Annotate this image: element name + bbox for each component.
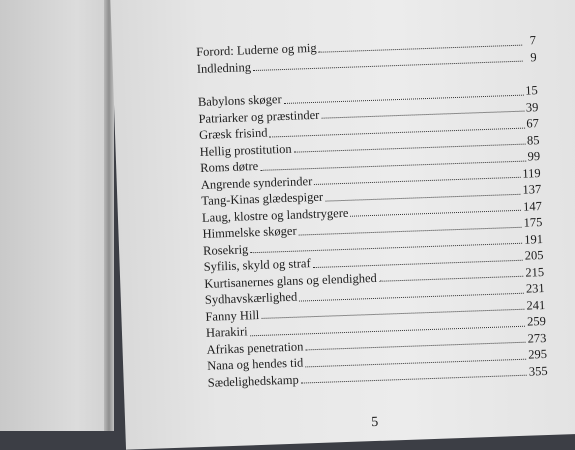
toc-entry-title: Fanny Hill	[205, 307, 260, 324]
toc-entry-title: Kurtisanernes glans og elendighed	[204, 270, 377, 291]
toc-entry-page: 137	[522, 182, 542, 197]
toc-entry-title: Indledning	[196, 59, 252, 76]
toc-entry-page: 147	[522, 198, 543, 214]
dot-leader	[253, 60, 523, 71]
toc-entry-page: 355	[528, 363, 548, 379]
toc-entry-page: 215	[525, 264, 545, 280]
toc-entry-title: Syfilis, skyld og straf	[203, 256, 311, 274]
toc-entry-title: Babylons skøger	[197, 92, 282, 109]
toc-entry-page: 175	[523, 215, 543, 230]
toc-entry-page: 295	[527, 346, 548, 362]
toc-entry-page: 259	[526, 313, 547, 329]
toc-entry-page: 39	[525, 99, 539, 115]
toc-entry-page: 67	[526, 116, 540, 131]
toc-entry-title: Laug, klostre og landstrygere	[201, 205, 349, 225]
toc-entry-title: Himmelske skøger	[202, 223, 297, 241]
toc-entry-page: 191	[523, 231, 544, 247]
toc-entry-title: Afrikas penetration	[206, 338, 304, 357]
toc-entry-title: Sydhavskærlighed	[204, 289, 298, 307]
toc-entry-page: 241	[526, 297, 546, 313]
toc-entry-page: 7	[529, 33, 537, 48]
toc-entry-page: 273	[527, 330, 547, 346]
toc-entry-title: Tang-Kinas glædespiger	[201, 189, 324, 208]
book-page	[110, 0, 575, 450]
toc-entry-title: Angrende synderinder	[200, 173, 313, 192]
page-number: 5	[370, 414, 379, 431]
table-of-contents	[196, 32, 548, 391]
toc-entry-title: Sædelighedskamp	[207, 372, 299, 390]
toc-entry-page: 231	[525, 281, 545, 296]
toc-entry-title: Rosekrig	[202, 241, 249, 258]
toc-entry-page: 15	[525, 83, 538, 98]
toc-entry-title: Hellig prostitution	[199, 141, 292, 159]
toc-entry-page: 85	[526, 132, 540, 148]
toc-entry-title: Patriarker og præstinder	[198, 107, 320, 126]
toc-entry-title: Nana og hendes tid	[206, 355, 304, 373]
toc-entry-page: 205	[524, 248, 544, 263]
toc-entry-title: Harakiri	[205, 324, 248, 340]
toc-entry-title: Forord: Luderne og mig	[195, 40, 317, 60]
toc-entry-page: 119	[522, 165, 541, 181]
toc-entry-page: 9	[530, 49, 537, 64]
dot-leader	[301, 374, 527, 384]
left-page	[0, 0, 110, 431]
toc-entry-title: Roms døtre	[200, 158, 259, 175]
toc-entry-page: 99	[527, 149, 541, 164]
toc-entry-title: Græsk frisind	[198, 125, 268, 142]
